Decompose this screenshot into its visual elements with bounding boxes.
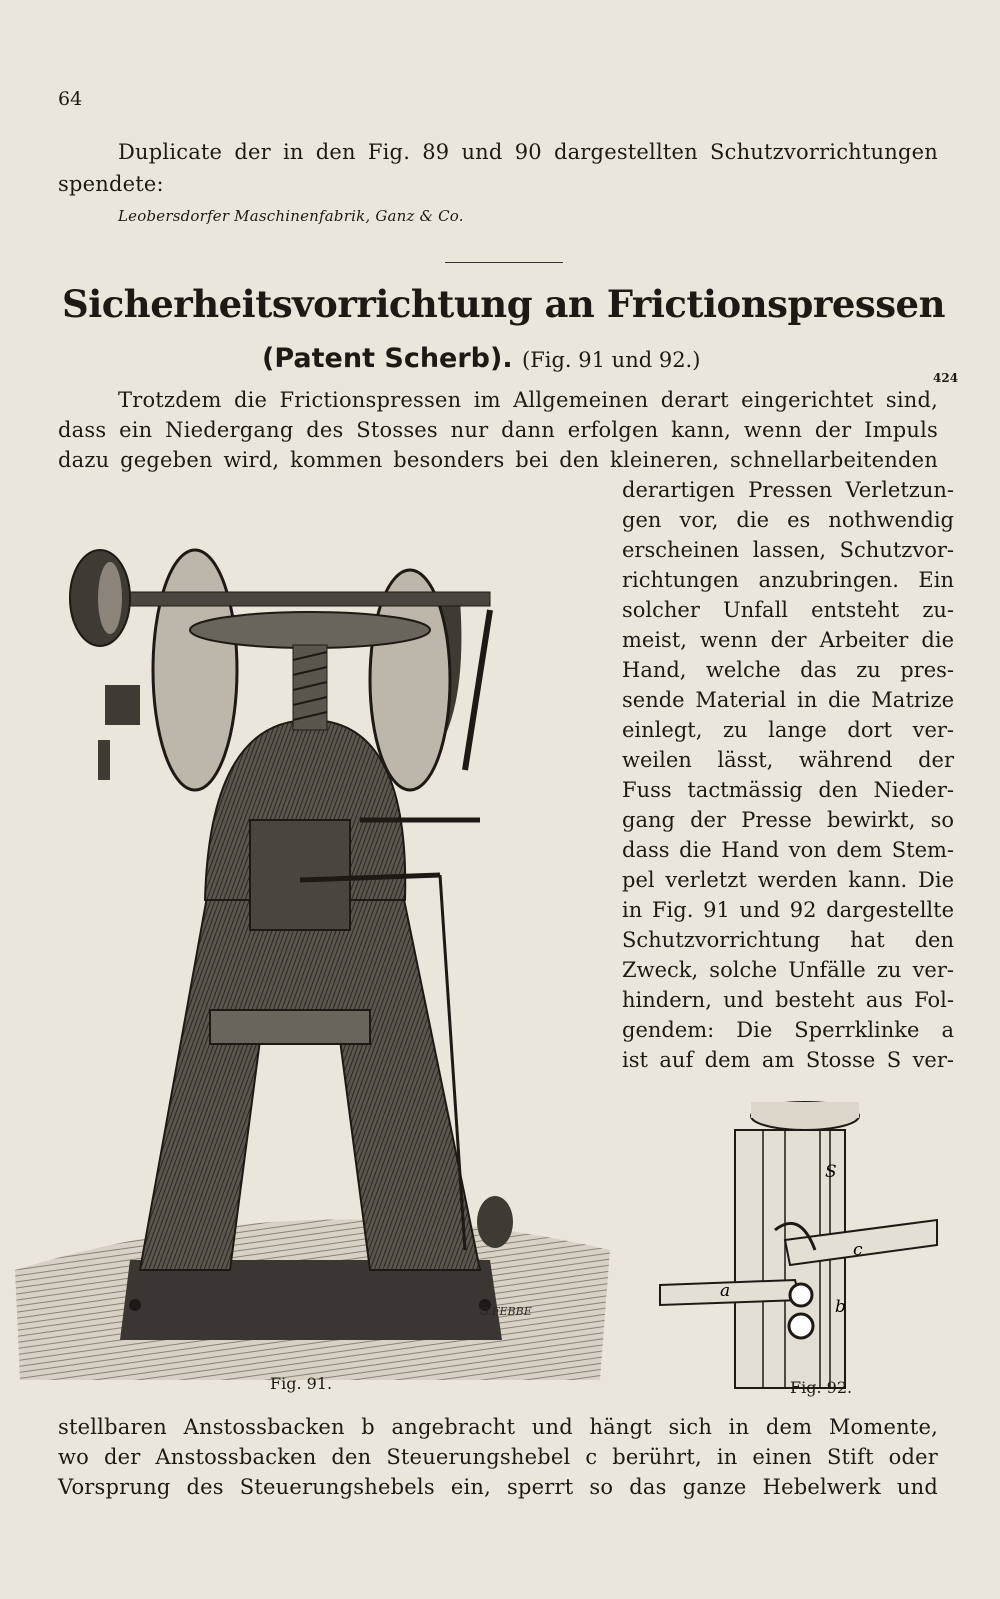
pulley-hub [98,562,122,634]
page-number: 64 [58,88,83,110]
label-c: c [853,1240,863,1260]
body-line-2: dass ein Niedergang des Stosses nur dann erfolgen kann, wenn der Impuls [58,418,938,442]
fig91-press-illustration [10,480,610,1380]
section-subtitle [262,343,700,374]
column-line: Schutzvorrichtung hat den [622,928,954,952]
column-line: hindern, und besteht aus Fol- [622,988,954,1012]
foot-pedal-weight [477,1196,513,1248]
pivot-pin [790,1284,812,1306]
left-friction-disk [153,550,237,790]
press-screw [293,645,327,730]
column-line: richtungen anzubringen. Ein [622,568,954,592]
column-line: erscheinen lassen, Schutzvor- [622,538,954,562]
handle-grip [98,740,110,780]
fig92-detail-drawing [655,1100,945,1390]
press-base [120,1260,502,1340]
patent-label: (Patent Scherb). [262,343,513,374]
column-line: pel verletzt werden kann. Die [622,868,954,892]
stop-jaw-b [789,1314,813,1338]
press-table [210,1010,370,1044]
column-line: weilen lässt, während der [622,748,954,772]
column-line: Hand, welche das zu pres- [622,658,954,682]
flywheel [190,612,430,648]
section-divider [445,262,563,263]
column-line: meist, wenn der Arbeiter die [622,628,954,652]
column-line: solcher Unfall entsteht zu- [622,598,954,622]
column-line: in Fig. 91 und 92 dargestellte [622,898,954,922]
section-title: Sicherheitsvorrichtung an Frictionspressen [62,282,945,326]
side-handle [105,685,140,725]
press-ram [250,820,350,930]
label-b: b [835,1297,846,1317]
column-line: ist auf dem am Stosse S ver- [622,1048,954,1072]
column-line: sende Material in die Matrize [622,688,954,712]
fig92-caption: Fig. 92. [790,1378,853,1397]
column-line: Fuss tactmässig den Nieder- [622,778,954,802]
donor-name: Leobersdorfer Maschinenfabrik, Ganz & Co. [118,207,464,225]
figure-reference: (Fig. 91 und 92.) [522,348,701,372]
column-line: gang der Presse bewirkt, so [622,808,954,832]
drive-shaft [130,592,490,606]
bottom-line-1: stellbaren Anstossbacken b angebracht und hängt sich in dem Momente, [58,1415,938,1439]
bottom-line-2: wo der Anstossbacken den Steuerungshebel c berührt, in einen Stift oder [58,1445,938,1469]
margin-number: 424 [933,371,959,385]
column-line: Zweck, solche Unfälle zu ver- [622,958,954,982]
column-line: einlegt, zu lange dort ver- [622,718,954,742]
engraver-signature: G.FEBBE [480,1305,532,1318]
body-line-1: Trotzdem die Frictionspressen im Allgemeinen derart eingerichtet sind, [118,388,938,412]
label-S: S [825,1162,837,1182]
upper-rod [465,610,490,770]
fig91-caption: Fig. 91. [270,1374,333,1393]
bottom-line-3: Vorsprung des Steuerungshebels ein, sperrt so das ganze Hebelwerk und [58,1475,938,1499]
press-frame [140,880,480,1270]
column-line: derartigen Pressen Verletzun- [622,478,954,502]
intro-line-1: Duplicate der in den Fig. 89 und 90 dargestellten Schutzvorrichtungen [118,140,938,164]
label-a: a [720,1281,731,1301]
column-line: gendem: Die Sperrklinke a [622,1018,954,1042]
column-line: dass die Hand von dem Stem- [622,838,954,862]
body-line-3: dazu gegeben wird, kommen besonders bei den kleineren, schnellarbeitenden [58,448,938,472]
intro-line-2: spendete: [58,172,164,196]
column-line: gen vor, die es nothwendig [622,508,954,532]
